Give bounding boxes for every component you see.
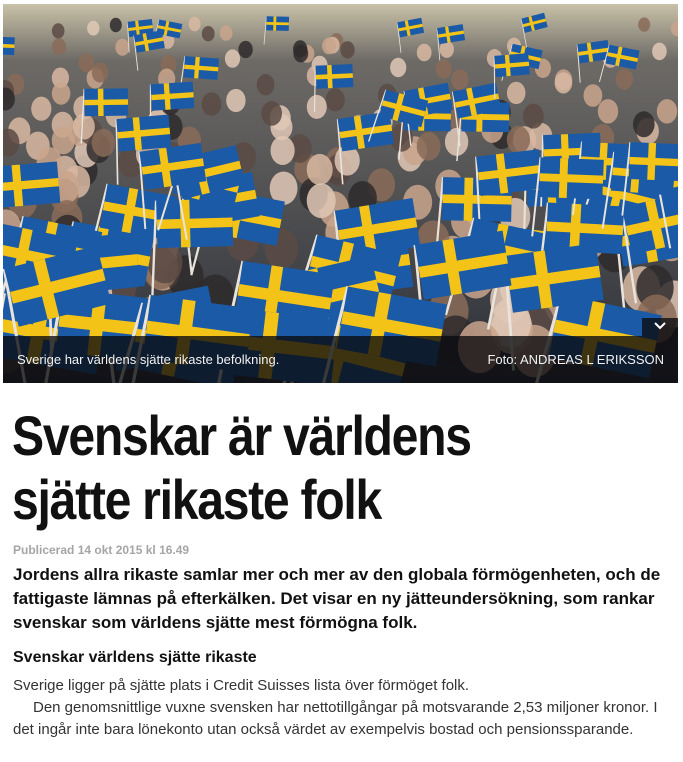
body-paragraph: Den genomsnittlige vuxne svensken har nettotillgångar på motsvarande 2,53 miljoner kronor. I det ingår inte bara lönekonto utan också värdet av exempelvis bostad och pensionssparande. — [13, 699, 658, 738]
headline-line-2: sjätte rikaste folk — [12, 468, 381, 531]
published-date: Publicerad 14 okt 2015 kl 16.49 — [13, 543, 190, 557]
chevron-down-icon — [653, 321, 667, 331]
article-body — [13, 675, 663, 741]
image-caption: Sverige har världens sjätte rikaste befolkning. — [17, 352, 280, 367]
crowd-with-flags-photo — [3, 4, 678, 383]
hero-image — [3, 4, 678, 383]
article-headline — [12, 404, 580, 532]
caption-bar — [3, 336, 678, 383]
expand-caption-button[interactable] — [642, 318, 678, 336]
article-lead: Jordens allra rikaste samlar mer och mer av den globala förmögenheten, och de fattigaste lämnas på efterkälken. Det visar en ny jätteundersökning, som rankar svenskar som världens sjätte mest förmögna folk. — [13, 565, 661, 632]
headline-line-1: Svenskar är världens — [12, 404, 471, 467]
article-subheading: Svenskar världens sjätte rikaste — [13, 649, 257, 666]
body-paragraph: Sverige ligger på sjätte plats i Credit Suisses lista över förmöget folk. — [13, 677, 470, 694]
photo-credit: Foto: ANDREAS L ERIKSSON — [487, 352, 664, 367]
